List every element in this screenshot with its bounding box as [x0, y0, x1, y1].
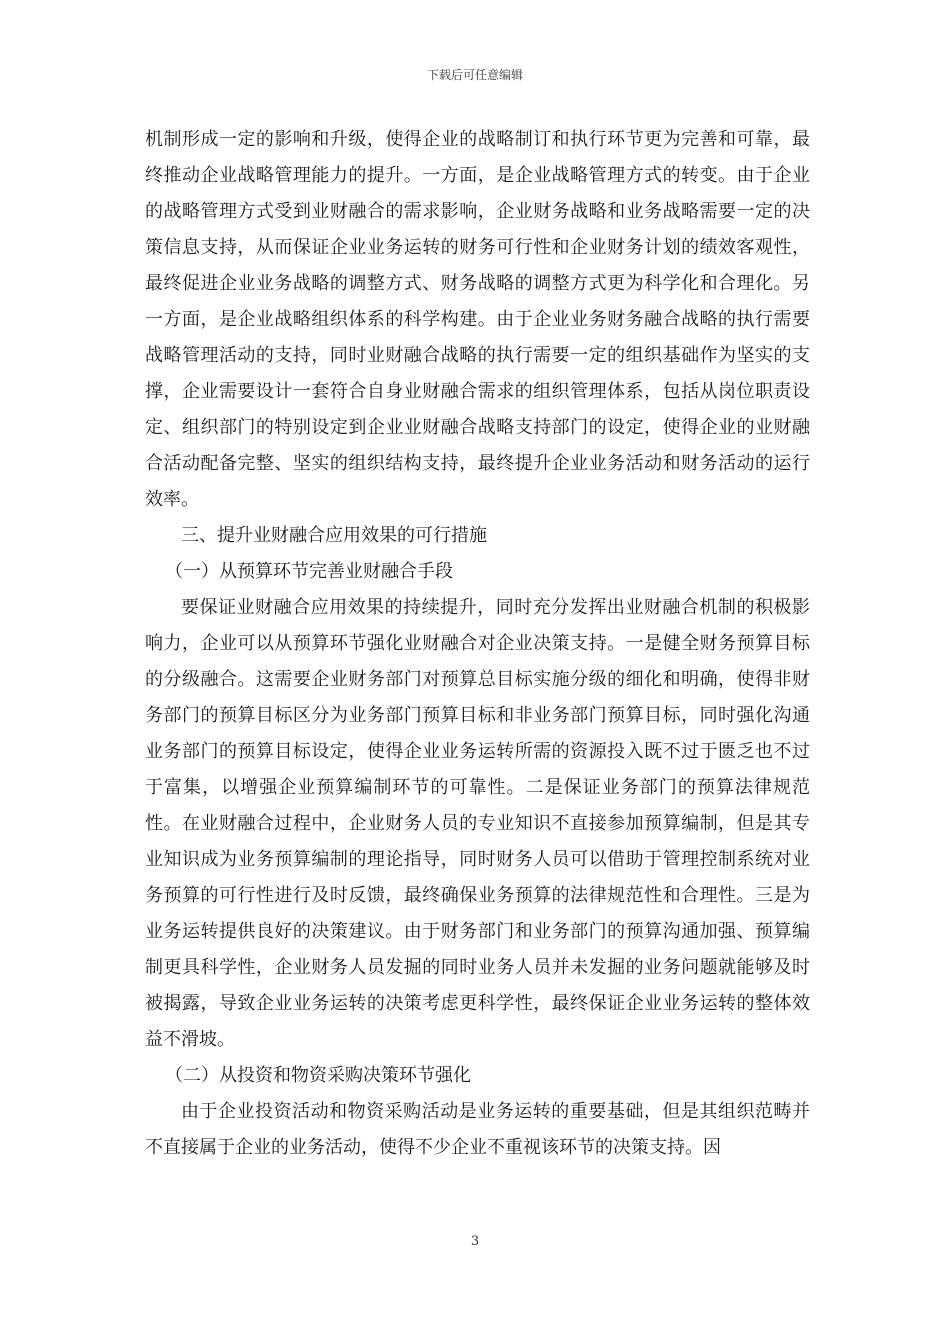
page-number: 3 — [470, 1234, 480, 1249]
paragraph-investment: 由于企业投资活动和物资采购活动是业务运转的重要基础，但是其组织范畴并不直接属于企业的业务活动，使得不少企业不重视该环节的决策支持。因 — [145, 1101, 810, 1158]
paragraph-budget: 要保证业财融合应用效果的持续提升，同时充分发挥出业财融合机制的积极影响力，企业可以从预算环节强化业财融合对企业决策支持。一是健全财务预算目标的分级融合。这需要企业财务部门对预算总目标实施分级的细化和明确，使得非财务部门的预算目标区分为业务部门预算目标和非业务部门预算目标，同时强化沟通业务部门的预算目标设定，使得企业业务运转所需的资源投入既不过于匮乏也不过于富集，以增强企业预算编制环节的可靠性。二是保证业务部门的预算法律规范性。在业财融合过程中，企业财务人员的专业知识不直接参加预算编制，但是其专业知识成为业务预算编制的理论指导，同时财务人员可以借助于管理控制系统对业务预算的可行性进行及时反馈，最终确保业务预算的法律规范性和合理性。三是为业务运转提供良好的决策建议。由于财务部门和业务部门的预算沟通加强、预算编制更具科学性，企业财务人员发掘的同时业务人员并未发掘的业务问题就能够及时被揭露，导致企业业务运转的决策考虑更科学性，最终保证企业业务运转的整体效益不滑坡。 — [145, 597, 810, 1050]
document-body — [145, 122, 810, 1166]
subsection-heading-budget: （一）从预算环节完善业财融合手段 — [165, 561, 453, 582]
section-heading-measures: 三、提升业财融合应用效果的可行措施 — [181, 525, 487, 546]
page-header: 下载后可任意编辑 — [426, 68, 523, 82]
subsection-heading-investment: （二）从投资和物资采购决策环节强化 — [165, 1065, 471, 1086]
paragraph-strategy-continuation: 机制形成一定的影响和升级，使得企业的战略制订和执行环节更为完善和可靠，最终推动企业战略管理能力的提升。一方面，是企业战略管理方式的转变。由于企业的战略管理方式受到业财融合的需求影响，企业财务战略和业务战略需要一定的决策信息支持，从而保证企业业务运转的财务可行性和企业财务计划的绩效客观性，最终促进企业业务战略的调整方式、财务战略的调整方式更为科学化和合理化。另一方面，是企业战略组织体系的科学构建。由于企业业务财务融合战略的执行需要战略管理活动的支持，同时业财融合战略的执行需要一定的组织基础作为坚实的支撑，企业需要设计一套符合自身业财融合需求的组织管理体系，包括从岗位职责设定、组织部门的特别设定到企业业财融合战略支持部门的设定，使得企业的业财融合活动配备完整、坚实的组织结构支持，最终提升企业业务活动和财务活动的运行效率。 — [145, 129, 810, 510]
